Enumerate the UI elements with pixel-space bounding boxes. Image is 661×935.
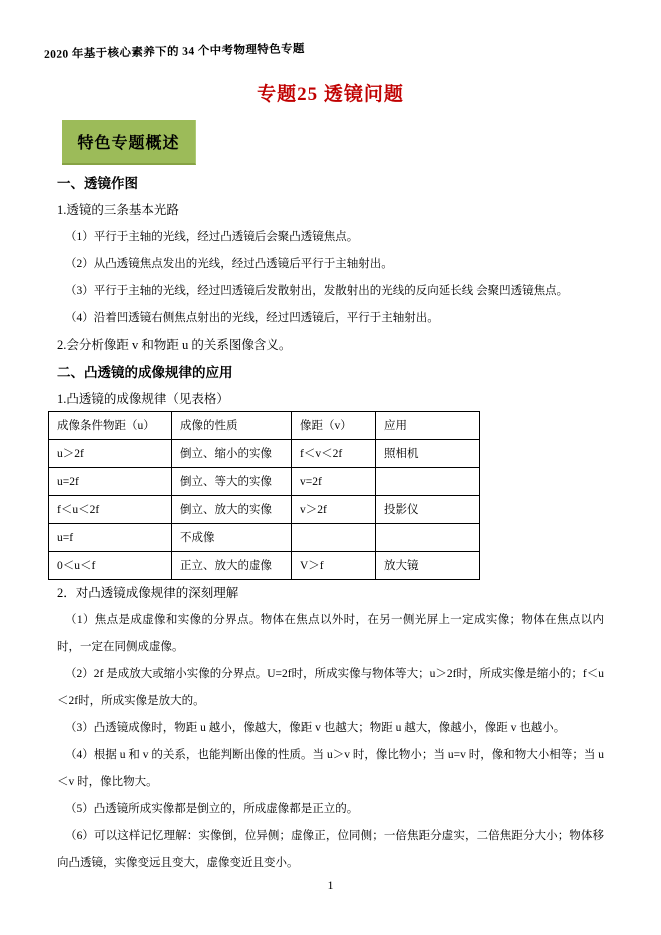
table-cell: u＞2f xyxy=(49,440,172,468)
table-cell: 放大镜 xyxy=(376,552,480,580)
list-item: （5）凸透镜所成实像都是倒立的，所成虚像都是正立的。 xyxy=(65,803,359,815)
list-item: （1）平行于主轴的光线，经过凸透镜后会聚凸透镜焦点。 xyxy=(65,231,359,243)
lens-imaging-table xyxy=(48,411,480,580)
section1-subheading-1: 1.透镜的三条基本光路 xyxy=(57,203,179,217)
table-row xyxy=(49,524,480,552)
page-number: 1 xyxy=(327,878,334,892)
table-cell: 投影仪 xyxy=(376,496,480,524)
table-cell xyxy=(376,524,480,552)
table-row xyxy=(49,468,480,496)
table-cell: 倒立、等大的实像 xyxy=(172,468,292,496)
document-body xyxy=(57,170,604,877)
table-row xyxy=(49,552,480,580)
table-header-cell: 像距（v） xyxy=(292,412,376,440)
list-item: （4）沿着凹透镜右侧焦点射出的光线，经过凹透镜后，平行于主轴射出。 xyxy=(65,312,439,324)
table-cell: v=2f xyxy=(292,468,376,496)
table-row xyxy=(49,496,480,524)
section2-heading: 二、凸透镜的成像规律的应用 xyxy=(57,365,233,380)
table-header-cell: 成像条件物距（u） xyxy=(49,412,172,440)
list-item: （2）2f 是成放大或缩小实像的分界点。U=2f时，所成实像与物体等大；u＞2f时，所成实像是缩小的；f＜u＜2f时，所成实像是放大的。 xyxy=(57,668,604,707)
table-row xyxy=(49,440,480,468)
section-badge-label: 特色专题概述 xyxy=(77,135,180,152)
section1-subheading-2: 2.会分析像距 v 和物距 u 的关系图像含义。 xyxy=(57,338,292,352)
table-cell: 倒立、放大的实像 xyxy=(172,496,292,524)
list-item: （3）凸透镜成像时，物距 u 越小，像越大，像距 v 也越大；物距 u 越大，像越小，像距 v 也越小。 xyxy=(65,722,566,734)
section-badge xyxy=(62,120,196,165)
section2-subheading-2: 2．对凸透镜成像规律的深刻理解 xyxy=(57,586,239,600)
table-cell: V＞f xyxy=(292,552,376,580)
table-cell: 照相机 xyxy=(376,440,480,468)
page-title: 专题25 透镜问题 xyxy=(257,84,404,105)
table-cell: v＞2f xyxy=(292,496,376,524)
section1-heading: 一、透镜作图 xyxy=(57,176,138,191)
watermark-text: 2020 年基于核心素养下的 34 个中考物理特色专题 xyxy=(43,43,306,61)
table-cell: 0＜u＜f xyxy=(49,552,172,580)
table-header-cell: 成像的性质 xyxy=(172,412,292,440)
table-cell: f＜v＜2f xyxy=(292,440,376,468)
table-cell xyxy=(376,468,480,496)
list-item: （4）根据 u 和 v 的关系，也能判断出像的性质。当 u＞v 时，像比物小；当 u=v 时，像和物大小相等；当 u＜v 时，像比物大。 xyxy=(57,749,604,788)
list-item: （6）可以这样记忆理解：实像倒，位异侧；虚像正，位同侧；一倍焦距分虚实，二倍焦距分大小；物体移向凸透镜，实像变远且变大，虚像变近且变小。 xyxy=(57,830,604,869)
table-cell: 倒立、缩小的实像 xyxy=(172,440,292,468)
list-item: （2）从凸透镜焦点发出的光线，经过凸透镜后平行于主轴射出。 xyxy=(65,258,393,270)
table-header-cell: 应用 xyxy=(376,412,480,440)
section2-subheading-1: 1.凸透镜的成像规律（见表格） xyxy=(57,392,229,406)
list-item: （3）平行于主轴的光线，经过凹透镜后发散射出，发散射出的光线的反向延长线 会聚凹透镜焦点。 xyxy=(65,285,569,297)
table-cell: u=f xyxy=(49,524,172,552)
table-cell: u=2f xyxy=(49,468,172,496)
table-cell: 不成像 xyxy=(172,524,292,552)
table-cell xyxy=(292,524,376,552)
table-cell: f＜u＜2f xyxy=(49,496,172,524)
table-cell: 正立、放大的虚像 xyxy=(172,552,292,580)
table-header-row xyxy=(49,412,480,440)
list-item: （1）焦点是成虚像和实像的分界点。物体在焦点以外时，在另一侧光屏上一定成实像；物体在焦点以内时，一定在同侧成虚像。 xyxy=(57,614,604,653)
